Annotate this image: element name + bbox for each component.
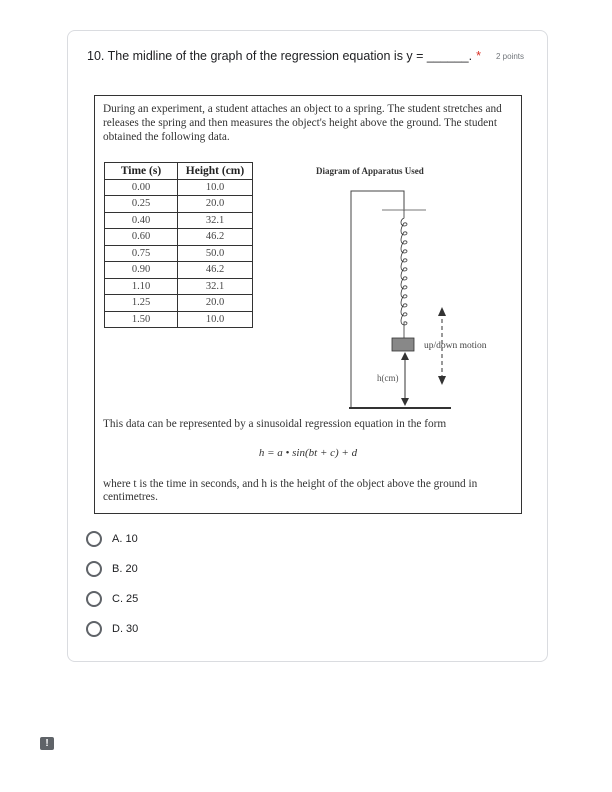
radio-icon[interactable] xyxy=(86,561,102,577)
h-arrow-down-head xyxy=(401,398,409,406)
option-d[interactable]: D. 30 xyxy=(86,621,138,637)
height-cell: 20.0 xyxy=(178,295,253,312)
spring xyxy=(401,210,407,338)
option-c[interactable]: C. 25 xyxy=(86,591,138,607)
required-asterisk: * xyxy=(476,49,481,63)
diagram-title: Diagram of Apparatus Used xyxy=(316,166,424,176)
time-cell: 1.50 xyxy=(105,311,178,328)
radio-icon[interactable] xyxy=(86,531,102,547)
header-time: Time (s) xyxy=(105,163,178,180)
height-cell: 20.0 xyxy=(178,196,253,213)
time-cell: 0.25 xyxy=(105,196,178,213)
time-cell: 1.25 xyxy=(105,295,178,312)
time-cell: 0.00 xyxy=(105,179,178,196)
height-cell: 46.2 xyxy=(178,262,253,279)
motion-arrow-down-head xyxy=(438,376,446,385)
header-height: Height (cm) xyxy=(178,163,253,180)
height-cell: 10.0 xyxy=(178,311,253,328)
form-text: This data can be represented by a sinusoidal regression equation in the form xyxy=(103,418,447,430)
time-cell: 1.10 xyxy=(105,278,178,295)
regression-equation: h = a • sin(bt + c) + d xyxy=(258,447,358,459)
question-title: 10. The midline of the graph of the regression equation is y = ______. * xyxy=(87,49,481,63)
time-cell: 0.75 xyxy=(105,245,178,262)
motion-label: up/down motion xyxy=(424,341,487,351)
motion-arrow-up-head xyxy=(438,307,446,316)
option-b[interactable]: B. 20 xyxy=(86,561,138,577)
time-cell: 0.60 xyxy=(105,229,178,246)
time-cell: 0.40 xyxy=(105,212,178,229)
question-image xyxy=(94,95,522,514)
h-label: h(cm) xyxy=(377,373,399,383)
option-a[interactable]: A. 10 xyxy=(86,531,138,547)
mass-block xyxy=(392,338,414,351)
report-alert-icon[interactable]: ! xyxy=(40,737,54,750)
height-cell: 46.2 xyxy=(178,229,253,246)
height-cell: 32.1 xyxy=(178,278,253,295)
points-label: 2 points xyxy=(496,52,525,61)
height-cell: 50.0 xyxy=(178,245,253,262)
height-cell: 32.1 xyxy=(178,212,253,229)
radio-icon[interactable] xyxy=(86,621,102,637)
h-arrow-up-head xyxy=(401,352,409,360)
where-text: where t is the time in seconds, and h is the height of the object above the ground in centimetres. xyxy=(103,478,478,503)
time-cell: 0.90 xyxy=(105,262,178,279)
radio-icon[interactable] xyxy=(86,591,102,607)
height-cell: 10.0 xyxy=(178,179,253,196)
intro-text: During an experiment, a student attaches an object to a spring. The student stretches and releases the spring and then measures the object's height above the ground. The student obtained the following data. xyxy=(103,103,502,143)
